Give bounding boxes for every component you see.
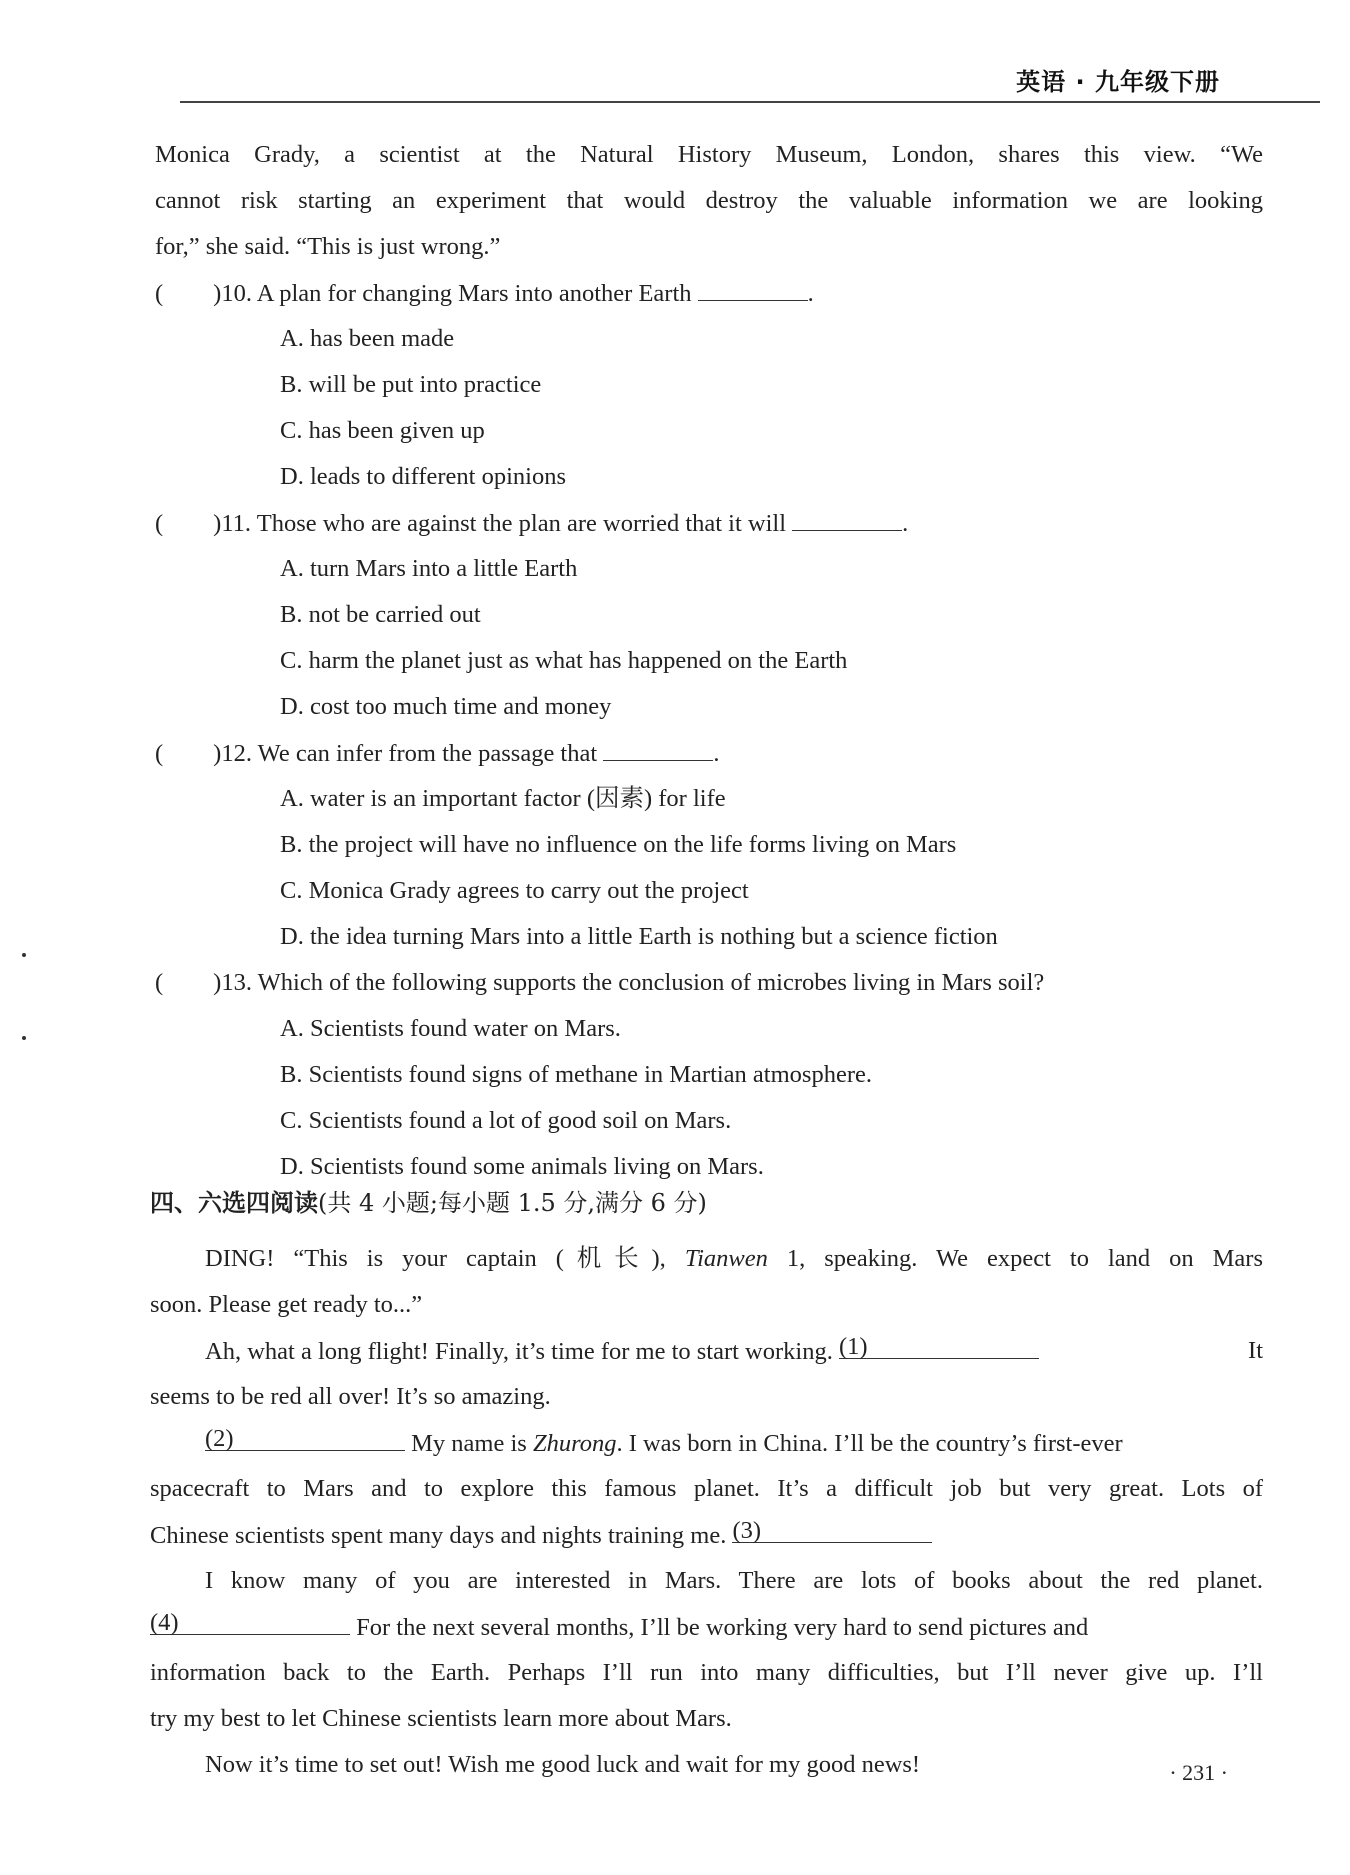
question-stem: Which of the following supports the conclusion of microbes living in Mars soil? [257, 969, 1045, 996]
answer-blank[interactable] [698, 278, 808, 301]
option-12b[interactable]: B. the project will have no influence on the life forms living on Mars [280, 831, 957, 858]
answer-blank[interactable] [792, 508, 902, 531]
question-stem: Those who are against the plan are worried that it will [256, 510, 787, 537]
option-13b[interactable]: B. Scientists found signs of methane in Martian atmosphere. [280, 1061, 872, 1088]
passage-p1-line-2: soon. Please get ready to...” [150, 1291, 423, 1318]
option-10c[interactable]: C. has been given up [280, 417, 485, 444]
option-13a[interactable]: A. Scientists found water on Mars. [280, 1015, 621, 1042]
passage-p4-line-3: information back to the Earth. Perhaps I’ll run into many difficulties, but I’ll never give up. I’ll [150, 1659, 1263, 1686]
option-12a[interactable]: A. water is an important factor (因素) for life [280, 785, 726, 812]
intro-line-1: Monica Grady, a scientist at the Natural History Museum, London, shares this view. “We [155, 141, 1263, 168]
question-number: )12. [213, 740, 252, 767]
option-13c[interactable]: C. Scientists found a lot of good soil on Mars. [280, 1107, 732, 1134]
intro-line-3: for,” she said. “This is just wrong.” [155, 233, 501, 260]
section-title: 四、六选四阅读 [150, 1189, 318, 1217]
margin-mark [22, 1036, 26, 1040]
blank-4[interactable]: (4) [150, 1612, 350, 1635]
intro-line-2: cannot risk starting an experiment that would destroy the valuable information we are looking [155, 187, 1263, 214]
answer-paren: ( [155, 510, 164, 537]
passage-p3-line-3: Chinese scientists spent many days and nights training me. (3) [150, 1520, 932, 1551]
passage-p5-line-1: Now it’s time to set out! Wish me good luck and wait for my good news! [205, 1751, 921, 1778]
passage-p1-line-1: DING! “This is your captain (机长), Tianwen 1, speaking. We expect to land on Mars [205, 1245, 1263, 1272]
passage-p4-line-1: I know many of you are interested in Mars. There are lots of books about the red planet. [205, 1567, 1263, 1594]
page-number: · 231 · [1169, 1760, 1228, 1785]
option-11d[interactable]: D. cost too much time and money [280, 693, 612, 720]
answer-paren: ( [155, 969, 164, 996]
option-11b[interactable]: B. not be carried out [280, 601, 481, 628]
answer-paren: ( [155, 280, 164, 307]
passage-p3-line-2: spacecraft to Mars and to explore this famous planet. It’s a difficult job but very great. Lots of [150, 1475, 1263, 1502]
passage-p3-line-1: (2) My name is Zhurong. I was born in China. I’ll be the country’s first-ever [205, 1425, 1123, 1457]
option-10d[interactable]: D. leads to different opinions [280, 463, 567, 490]
question-13 [155, 968, 1044, 998]
header-rule [180, 101, 1320, 103]
question-number: )13. [213, 969, 252, 996]
question-number: )11. [213, 510, 252, 537]
margin-mark [22, 953, 26, 957]
section-note: (共 4 小题;每小题 1.5 分,满分 6 分) [318, 1189, 707, 1217]
question-10: ( )10. A plan for changing Mars into another Earth . [155, 280, 814, 307]
option-10b[interactable]: B. will be put into practice [280, 371, 542, 398]
passage-p2-line-1: Ah, what a long flight! Finally, it’s time for me to start working. (1) It [205, 1333, 1263, 1365]
question-stem: A plan for changing Mars into another Earth [256, 280, 692, 307]
spacecraft-name: Tianwen [684, 1245, 768, 1272]
passage-p4-line-4: try my best to let Chinese scientists learn more about Mars. [150, 1705, 732, 1732]
blank-2[interactable]: (2) [205, 1428, 405, 1451]
question-number: )10. [213, 280, 252, 307]
rover-name: Zhurong [532, 1430, 617, 1457]
option-11c[interactable]: C. harm the planet just as what has happened on the Earth [280, 647, 848, 674]
option-11a[interactable]: A. turn Mars into a little Earth [280, 555, 578, 582]
answer-paren: ( [155, 740, 164, 767]
section-heading [150, 1188, 707, 1219]
question-12: ( )12. We can infer from the passage that . [155, 740, 720, 767]
blank-3[interactable]: (3) [732, 1520, 932, 1543]
question-11: ( )11. Those who are against the plan are worried that it will . [155, 510, 909, 537]
option-10a[interactable]: A. has been made [280, 325, 455, 352]
answer-blank[interactable] [603, 738, 713, 761]
option-12d[interactable]: D. the idea turning Mars into a little Earth is nothing but a science fiction [280, 923, 998, 950]
passage-p2-line-2: seems to be red all over! It’s so amazing. [150, 1383, 551, 1410]
header-title: 英语 · 九年级下册 [1016, 68, 1220, 96]
option-12c[interactable]: C. Monica Grady agrees to carry out the project [280, 877, 749, 904]
question-stem: We can infer from the passage that [257, 740, 598, 767]
option-13d[interactable]: D. Scientists found some animals living on Mars. [280, 1153, 764, 1180]
passage-p4-line-2: (4) For the next several months, I’ll be working very hard to send pictures and [150, 1609, 1089, 1641]
blank-1[interactable]: (1) [839, 1336, 1039, 1359]
